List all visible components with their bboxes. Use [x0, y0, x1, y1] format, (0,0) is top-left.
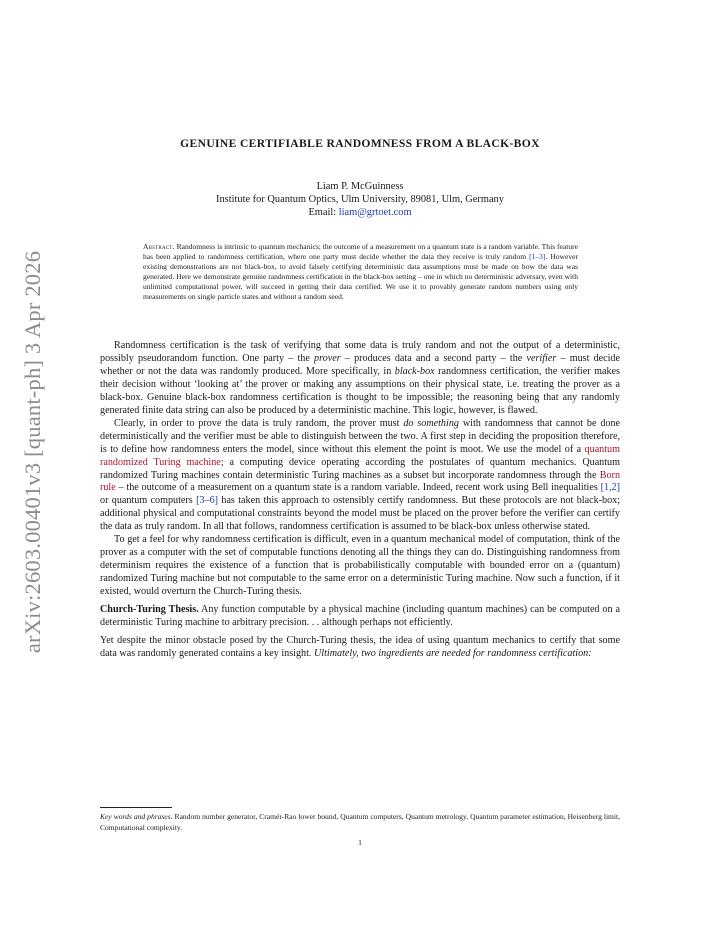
p1-text-a: Randomness certification is the task of verifying that some data is truly random and not the output of a deterministic, possibly pseudorandom function. One party – the [100, 340, 620, 364]
author-email-link[interactable]: liam@grtoet.com [338, 207, 412, 218]
p1-text-d: randomness certification, the verifier makes their decision without ‘looking at’ the prover or making any assumptions on their physical state, i.e. treating the prover as a black-box. Genuine black-box randomness certification is thought to be impossible; the reasoning being that any randomly generated finite data string can also be produced by a deterministic machine. This logic, however, is flawed. [100, 365, 620, 416]
term-prover: prover [314, 352, 341, 364]
thesis-text: Any function computable by a physical machine (including quantum machines) can be computed on a deterministic Turing machine to arbitrary precision. . . although perhaps not efficiently. [100, 604, 620, 629]
abstract-heading: Abstract. [143, 242, 175, 251]
page-number: 1 [358, 838, 362, 847]
p2-text-b: with randomness that cannot be done deterministically and the verifier must be able to distinguish between the two. A first step in deciding the proposition therefore, is to define how randomness enters the model, since without this element the point is moot. We use the model of a [100, 417, 620, 455]
abstract-citation-link[interactable]: [1–3] [529, 252, 546, 262]
p2-text-f: has taken this approach to ostensibly certify randomness. But these protocols are not black-box; additional physical and computational constraints beyond the model must be placed on the prover before the verifier can certify the data as truly random. In all that follows, randomness certification is assumed to be black-box unless otherwise stated. [100, 495, 621, 533]
footnote-rule [100, 807, 172, 808]
arxiv-identifier-text: arXiv:2603.00401v3 [quant-ph] 3 Apr 2026 [20, 250, 45, 654]
footnote-keywords [100, 812, 620, 833]
p2-text-a: Clearly, in order to prove the data is truly random, the prover must [114, 417, 404, 429]
p2-text-e: or quantum computers [100, 495, 197, 507]
abstract [143, 242, 578, 303]
born-rule-link[interactable]: Born rule [100, 469, 620, 494]
keywords-label: Key words and phrases. [100, 812, 173, 821]
term-verifier: verifier [526, 352, 557, 364]
emphasis-do-something: do something [403, 417, 459, 429]
paper-title: GENUINE CERTIFIABLE RANDOMNESS FROM A BLACK-BOX [180, 137, 540, 150]
p1-text-b: – produces data and a second party – the [340, 352, 527, 364]
citation-bell-link[interactable]: [1,2] [600, 482, 620, 494]
paragraph-key-insight [100, 635, 620, 661]
p2-text-d: – the outcome of a measurement on a quantum state is a random variable. Indeed, recent work using Bell inequalities [115, 482, 601, 494]
author-affiliation: Institute for Quantum Optics, Ulm University, 89081, Ulm, Germany [216, 194, 504, 205]
paragraph-model [100, 418, 620, 535]
p4-text-a: Yet despite the minor obstacle posed by the Church-Turing thesis, the idea of using quantum mechanics to certify that some data was randomly generated contains a key insight. [100, 634, 620, 659]
arxiv-identifier-stamp [19, 252, 47, 652]
abstract-text-2: . However existing demonstrations are not black-box, to avoid falsely certifying deterministic data assumptions must be made on how the data was generated. Here we demonstrate genuine randomness certification in the black-box setting – one in which no deterministic adversary, even with unlimited computational power, will succeed in getting their data certified. We use it to provably generate random numbers using only measurements on single particle states and without a random seed. [143, 252, 578, 302]
church-turing-thesis [100, 604, 620, 630]
emphasis-two-ingredients: Ultimately, two ingredients are needed for randomness certification: [313, 647, 592, 659]
author-email-line [100, 206, 620, 219]
keywords-text: Random number generator, Cramér-Rao lower bound, Quantum computers, Quantum metrology, Quantum parameter estimation, Heisenberg limit, Computational complexity. [100, 812, 620, 832]
author-block [100, 180, 620, 219]
qrtm-link[interactable]: quantum randomized Turing machine [100, 443, 620, 468]
p1-text-c: – must decide whether or not the data was randomly produced. More specifically, in [100, 352, 620, 377]
thesis-heading: Church-Turing Thesis. [100, 604, 199, 616]
term-black-box: black-box [394, 365, 435, 377]
paragraph-difficulty: To get a feel for why randomness certification is difficult, even in a quantum mechanical model of computation, think of the prover as a computer with the set of computable functions denoting all the things they can do. Distinguishing randomness from determinism requires the existence of a function that is probabilistically computable with bounded error on a (quantum) randomized Turing machine but not computable to the same error on a deterministic Turing machine. Now such a function, if it existed, would overturn the Church-Turing thesis. [100, 534, 620, 598]
citation-quantum-computers-link[interactable]: [3–6] [196, 495, 219, 507]
author-name: Liam P. McGuinness [316, 181, 404, 192]
email-label: Email: [308, 207, 339, 218]
p2-text-c: ; a computing device operating according the postulates of quantum mechanics. Quantum randomized Turing machines contain deterministic Turing machines as a subset but incorporate randomness through the [100, 456, 620, 481]
paragraph-intro [100, 340, 620, 418]
body-text [100, 340, 620, 661]
abstract-text-1: Randomness is intrinsic to quantum mechanics; the outcome of a measurement on a quantum state is a random variable. This feature has been applied to randomness certification, where one party must decide whether the data they receive is truly random [143, 242, 578, 262]
